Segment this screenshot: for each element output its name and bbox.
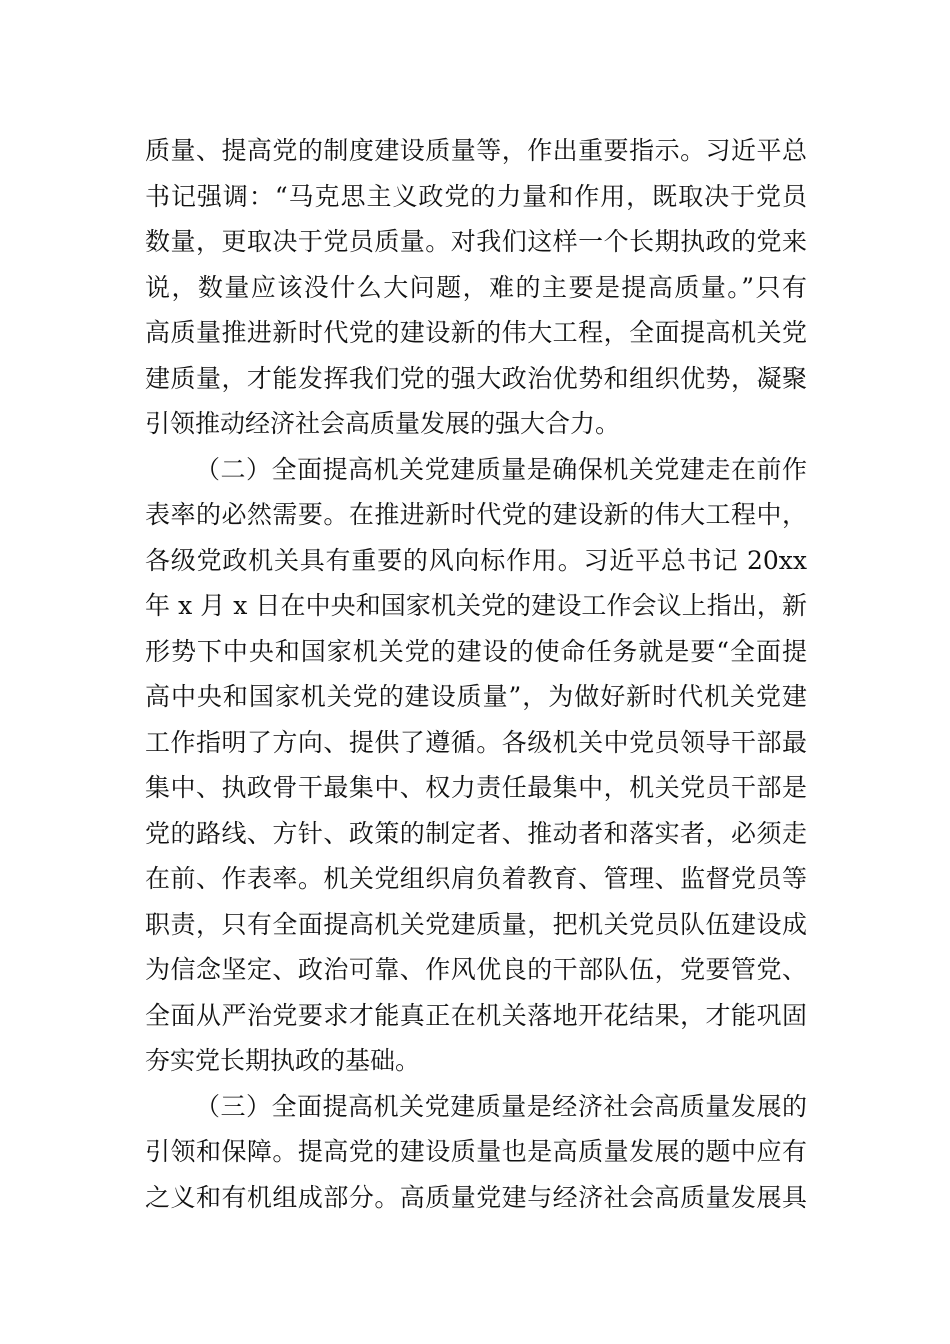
- text-line-19: 为信念坚定、政治可靠、作风优良的干部队伍，党要管党、: [145, 955, 807, 984]
- document-body: [145, 128, 807, 1220]
- text-line-9: 表率的必然需要。在推进新时代党的建设新的伟大工程中，: [145, 500, 807, 529]
- text-line-1: 质量、提高党的制度建设质量等，作出重要指示。习近平总: [145, 136, 807, 165]
- section-heading-3: （三）全面提高机关党建质量是经济社会高质量发展的: [195, 1091, 807, 1121]
- text-line-16: 党的路线、方针、政策的制定者、推动者和落实者，必须走: [145, 818, 807, 848]
- text-line-21: 夯实党长期执政的基础。: [145, 1046, 421, 1075]
- text-line-2: 书记强调：“马克思主义政党的力量和作用，既取决于党员: [145, 181, 807, 211]
- text-line-17: 在前、作表率。机关党组织肩负着教育、管理、监督党员等: [145, 864, 807, 893]
- text-line-4: 说，数量应该没什么大问题，难的主要是提高质量。”只有: [145, 272, 807, 302]
- text-line-24: 之义和有机组成部分。高质量党建与经济社会高质量发展具: [145, 1182, 807, 1212]
- text-line-20: 全面从严治党要求才能真正在机关落地开花结果，才能巩固: [145, 1000, 807, 1030]
- text-line-10: 各级党政机关具有重要的风向标作用。习近平总书记 20xx: [145, 545, 807, 575]
- section-heading-2: （二）全面提高机关党建质量是确保机关党建走在前作: [195, 454, 807, 484]
- text-line-5: 高质量推进新时代党的建设新的伟大工程，全面提高机关党: [145, 318, 807, 347]
- text-line-14: 工作指明了方向、提供了遵循。各级机关中党员领导干部最: [145, 727, 807, 757]
- text-line-7: 引领推动经济社会高质量发展的强大合力。: [145, 409, 621, 438]
- text-line-3: 数量，更取决于党员质量。对我们这样一个长期执政的党来: [145, 227, 807, 256]
- text-line-23: 引领和保障。提高党的建设质量也是高质量发展的题中应有: [145, 1137, 807, 1166]
- text-line-6: 建质量，才能发挥我们党的强大政治优势和组织优势，凝聚: [145, 363, 807, 393]
- text-line-12: 形势下中央和国家机关党的建设的使命任务就是要“全面提: [145, 636, 807, 666]
- text-line-13: 高中央和国家机关党的建设质量”，为做好新时代机关党建: [145, 682, 807, 711]
- text-line-15: 集中、执政骨干最集中、权力责任最集中，机关党员干部是: [145, 773, 807, 802]
- text-line-18: 职责，只有全面提高机关党建质量，把机关党员队伍建设成: [145, 909, 807, 939]
- text-line-11: 年 x 月 x 日在中央和国家机关党的建设工作会议上指出，新: [145, 591, 807, 620]
